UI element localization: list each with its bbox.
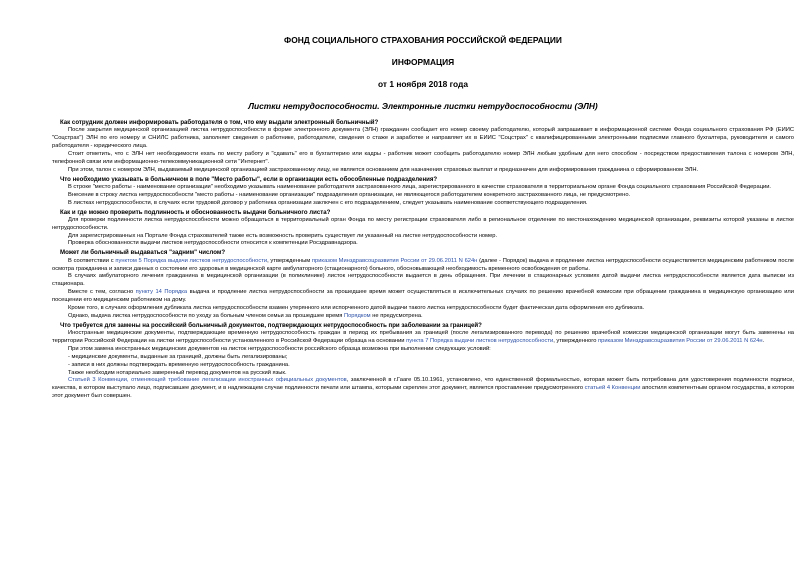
info-heading: ИНФОРМАЦИЯ — [391, 57, 455, 67]
paragraph: Внесение в строку листка нетрудоспособности "место работы - наименование организации" подразделения организации, не являющегося работодателем конкретного застрахованного лица, не предусмотрено. — [68, 191, 631, 198]
question-heading: Как и где можно проверить подлинность и обоснованность выдачи больничного листа? — [60, 208, 331, 216]
paragraph: Для проверки подлинности листка нетрудоспособности можно обращаться в территориальный орган Фонда по месту регистрации страхователя либо в региональное отделение по местонахождению медицинской организации, реквизиты которой указаны в листке нетрудоспособности. — [52, 216, 794, 231]
link-convention-article-4[interactable]: статьей 4 Конвенции — [584, 385, 641, 392]
paragraph: Также необходим нотариально заверенный перевод документов на русский язык. — [68, 369, 287, 376]
link-convention-article-3[interactable]: Статьей 3 Конвенции, отменяющей требование легализации иностранных официальных документов — [68, 377, 347, 384]
paragraph: В соответствии с пунктом 5 Порядка выдачи листков нетрудоспособности, утвержденным приказом Минздравсоцразвития России от 29.06.2011 N 624н (далее - Порядок) выдача и продление листка нетрудоспособности осуществляется медицинским работником после осмотра гражданина и записи данных о состоянии его здоровья в медицинской карте амбулаторного (стационарного) больного, обосновывающей необходимость временного освобождения от работы. — [52, 257, 794, 272]
paragraph: Иностранные медицинские документы, подтверждающие временную нетрудоспособность граждан в период их пребывания за границей (после легализированного перевода) по решению врачебной комиссии медицинской организации могут быть заменены на территории Российской Федерации на листки нетрудоспособности установленного в Российской Федерации образца на основании пункта 7 Порядка выдачи листков нетрудоспособности, утвержденного приказом Минздравсоцразвития России от 29.06.2011 N 624н. — [52, 330, 794, 344]
paragraph: В строке "место работы - наименование организации" необходимо указывать наименование работодателя застрахованного лица, зарегистрированного в качестве страхователя в территориальном органе Фонда социального страхования Российской Федерации. — [68, 183, 772, 190]
paragraph: В случаях амбулаторного лечения гражданина в медицинской организации (в поликлинике) листок нетрудоспособности выдается в день обращения. При лечении в стационарных условиях датой выдачи листка нетрудоспособности является дата выписки из стационара. — [52, 273, 794, 288]
link-order-624n[interactable]: приказом Минздравсоцразвития России от 29.06.2011 N 624н — [311, 257, 478, 264]
link-order-624n[interactable]: приказом Минздравсоцразвития России от 29.06.2011 N 624н — [598, 337, 763, 344]
document-title: Листки нетрудоспособности. Электронные листки нетрудоспособности (ЭЛН) — [248, 101, 598, 111]
link-procedure-item-7[interactable]: пункта 7 Порядка выдачи листков нетрудоспособности — [406, 337, 554, 344]
paragraph: В листках нетрудоспособности, в случаях если трудовой договор у работника организации заключен с его подразделением, следует указывать наименование соответствующего подразделения. — [68, 199, 588, 206]
link-procedure-item-5[interactable]: пунктом 5 Порядка выдачи листков нетрудоспособности — [115, 257, 268, 264]
paragraph: - записи в них должны подтверждать временную нетрудоспособность гражданина. — [68, 361, 290, 368]
paragraph: При этом, талон с номером ЭЛН, выдаваемый медицинской организацией застрахованному лицу, не является основанием для назначения страховых выплат и предназначен для информирования гражданина о сформированном ЭЛН. — [68, 166, 699, 173]
link-procedure[interactable]: Порядком — [343, 312, 371, 319]
paragraph: Вместе с тем, согласно пункту 14 Порядка выдача и продление листка нетрудоспособности за прошедшее время может осуществляться в исключительных случаях по решению врачебной комиссии при обращении гражданина в медицинскую организацию или посещении его медицинским работником на дому. — [52, 289, 794, 304]
paragraph: - медицинские документы, выданные за границей, должны быть легализированы; — [68, 353, 288, 360]
paragraph: Стоит отметить, что с ЭЛН нет необходимости ехать по месту работу и "сдавать" его в бухгалтерию или кадры - работник может сообщить работодателю номер ЭЛН любым удобным для него способом - посредством предоставления талона с номером ЭЛН, телефонной связи или информационно-телекоммуникационной сети "Интернет". — [52, 150, 794, 165]
paragraph: После закрытия медицинской организацией листка нетрудоспособности в форме электронного документа (ЭЛН) гражданин сообщает его номер своему работодателю, который запрашивает в информационной системе Фонда социального страхования РФ (ЕИИС "Соцстрах") ЭЛН по его номеру и СНИЛС работника, заполняет сведения о работнике, работодателе, сведения о стаже и заработке и направляет их в ЕИИС "Соцстрах" с квалифицированными электронными подписями главного бухгалтера, руководителя и самого работодателя - юридического лица. — [52, 127, 794, 150]
question-heading: Что необходимо указывать в больничном в поле "Место работы", если в организации есть обособленные подразделения? — [60, 175, 438, 183]
paragraph: Кроме того, в случаях оформления дубликата листка нетрудоспособности взамен утерянного или испорченного датой выдачи такого листка нетрудоспособности будет фактическая дата оформления его дубликата. — [68, 305, 645, 312]
question-heading: Как сотрудник должен информировать работодателя о том, что ему выдали электронный больничный? — [60, 119, 379, 126]
paragraph: Проверка обоснованности выдачи листков нетрудоспособности относится к компетенции Росздравнадзора. — [68, 240, 358, 247]
paragraph: Для зарегистрированных на Портале Фонда страхователей также есть возможность проверить существует ли указанный на листке нетрудоспособности номер. — [68, 232, 498, 239]
paragraph: Однако, выдача листка нетрудоспособности по уходу за больным членом семьи за прошедшее время Порядком не предусмотрена. — [68, 312, 423, 319]
link-procedure-item-14[interactable]: пункту 14 Порядка — [135, 289, 188, 296]
paragraph: Статьей 3 Конвенции, отменяющей требование легализации иностранных официальных документов, заключенной в г.Гааге 05.10.1961, установлено, что единственной формальностью, которая может быть потребована для удостоверения подлинности подписи, качества, в котором выступало лицо, подписавшее документ, и в надлежащем случае подлинности печати или штампа, которыми скреплен этот документ, является проставление предусмотренного статьей 4 Конвенции апостиля компетентным органом государства, в котором этот документ был совершен. — [52, 377, 795, 400]
question-heading: Что требуется для замены на российский больничный документов, подтверждающих нетрудоспособность при заболевании за границей? — [60, 321, 482, 329]
date-heading: от 1 ноября 2018 года — [378, 79, 468, 89]
document-body — [52, 119, 794, 401]
question-heading: Может ли больничный выдаваться "задним" числом? — [60, 249, 226, 257]
organization-heading: ФОНД СОЦИАЛЬНОГО СТРАХОВАНИЯ РОССИЙСКОЙ ФЕДЕРАЦИИ — [284, 35, 562, 45]
paragraph: При этом замена иностранных медицинских документов на листок нетрудоспособности российского образца возможна при выполнении следующих условий: — [68, 345, 491, 352]
